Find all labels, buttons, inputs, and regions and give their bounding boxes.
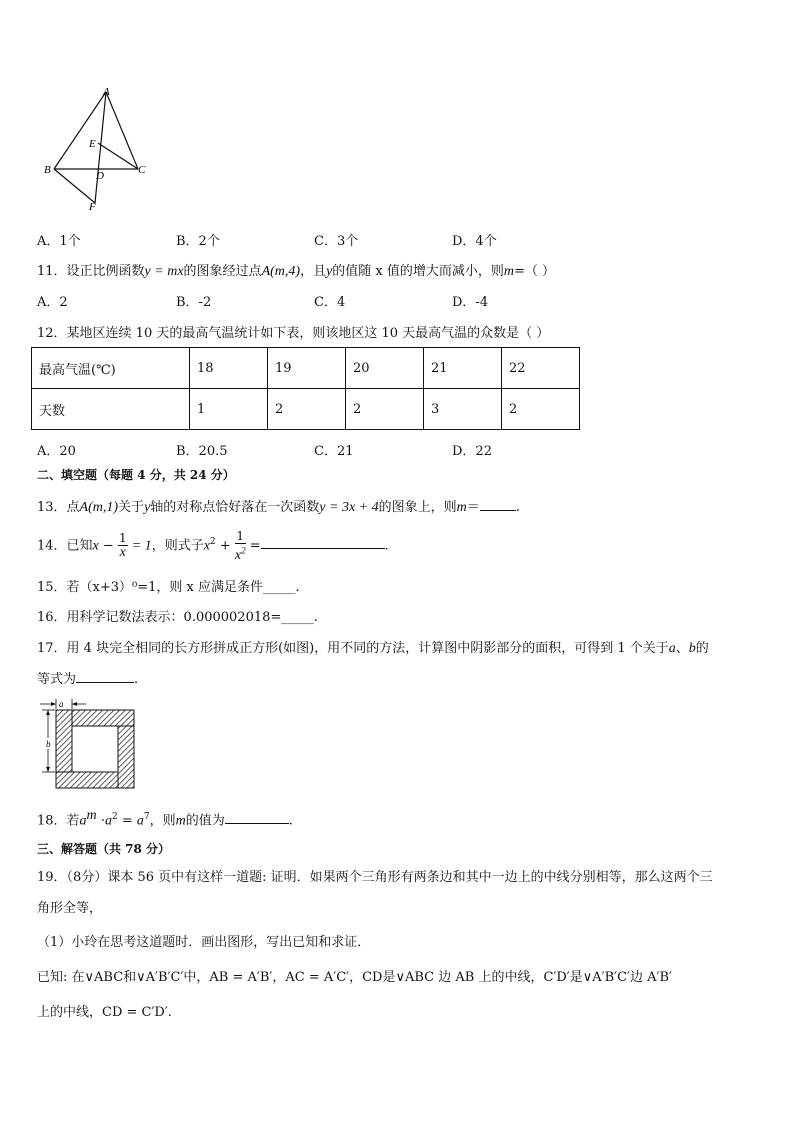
temperature-table [31, 347, 580, 430]
table-cell: 19 [268, 348, 346, 389]
q10-option-c: C．3个 [314, 234, 359, 249]
q11-option-d: D．-4 [452, 295, 489, 310]
q19-line2: 角形全等， [37, 901, 103, 916]
q13-stem: 13．点A(m,1)关于y轴的对称点恰好落在一次函数y = 3x + 4的图象上，则m＝ . [37, 500, 520, 515]
square-figure [36, 697, 146, 793]
q19-line3: （1）小玲在思考这道题时．画出图形，写出已知和求证． [37, 935, 371, 950]
section-heading-solve: 三、解答题（共 78 分） [37, 842, 171, 856]
section-heading-fill-in: 二、填空题（每题 4 分，共 24 分） [37, 468, 235, 482]
table-row [32, 389, 580, 430]
q16-stem: 16．用科学记数法表示：0.000002018=_____. [37, 610, 318, 625]
q12-stem: 12．某地区连续 10 天的最高气温统计如下表，则该地区这 10 天最高气温的众数是（ ） [37, 326, 550, 341]
answer-blank [76, 670, 134, 683]
arrow-head [46, 710, 50, 715]
q19-line1: 19．（8分）课本 56 页中有这样一道题: 证明．如果两个三角形有两条边和其中一边上的中线分别相等，那么这两个三 [37, 870, 713, 885]
q19-line5: 上的中线，CD = C′D′. [37, 1005, 172, 1020]
q11-option-b: B．-2 [176, 295, 212, 310]
table-cell: 21 [424, 348, 502, 389]
arrow-head [51, 702, 56, 706]
table-cell: 22 [502, 348, 580, 389]
label-b: B [44, 164, 51, 176]
q12-option-c: C．21 [314, 444, 354, 459]
table-cell: 天数 [32, 389, 190, 430]
table-cell: 2 [502, 389, 580, 430]
q10-option-a: A．1个 [37, 234, 81, 249]
q14-stem: 14．已知x − $\frac{1}{x} = 1$，则式子$x^2$ + $\frac{1}{x^2}$ = . [37, 529, 389, 563]
q10-option-b: B．2个 [176, 234, 220, 249]
table-cell: 18 [190, 348, 268, 389]
q12-option-b: B．20.5 [176, 444, 228, 459]
table-cell: 2 [346, 389, 424, 430]
label-a: A [103, 86, 110, 98]
label-d: D [96, 170, 104, 182]
q11-option-c: C．4 [314, 295, 346, 310]
label-f: F [89, 201, 96, 213]
segment-ac [106, 92, 138, 169]
arrow-head [46, 767, 50, 772]
q10-option-d: D．4个 [452, 234, 497, 249]
q11-stem: 11．设正比例函数y = mx的图象经过点A(m,4)，且y的值随 x 值的增大而减小，则m=（ ） [37, 264, 556, 279]
table-cell: 1 [190, 389, 268, 430]
table-cell: 最高气温(℃) [32, 348, 190, 389]
q18-stem: 18．若$a^m \cdot a^2 = a^7$，则m的值为 . [37, 808, 293, 829]
fraction: $\frac{1}{x^2}$ [234, 529, 246, 563]
fraction: $\frac{1}{x}$ [118, 531, 127, 561]
triangle-figure [40, 83, 160, 213]
q17-stem-line1: 17．用 4 块完全相同的长方形拼成正方形(如图)，用不同的方法，计算图中阴影部分的面积，可得到 1 个关于a、b的 [37, 641, 709, 656]
dimension-label-b: b [46, 739, 51, 749]
answer-blank [261, 536, 385, 549]
arrow-head [72, 702, 77, 706]
q15-stem: 15．若（x+3）⁰=1，则 x 应满足条件_____. [37, 580, 300, 595]
segment-bf [54, 169, 95, 203]
inner-square [72, 726, 118, 772]
segment-ab [54, 92, 106, 169]
q12-option-d: D．22 [452, 444, 492, 459]
q12-option-a: A．20 [37, 444, 76, 459]
answer-blank [225, 811, 289, 824]
table-cell: 20 [346, 348, 424, 389]
label-e: E [89, 138, 96, 150]
table-cell: 2 [268, 389, 346, 430]
table-row [32, 348, 580, 389]
label-c: C [138, 164, 146, 176]
q19-line4: 已知: 在∨ABC和∨A′B′C′中，AB = A′B′，AC = A′C′，CD是∨ABC 边 AB 上的中线，C′D′是∨A′B′C′边 A′B′ [37, 970, 672, 985]
dimension-label-a: a [59, 699, 64, 709]
q17-stem-line2: 等式为 . [37, 672, 139, 687]
answer-blank [480, 498, 516, 511]
table-cell: 3 [424, 389, 502, 430]
q11-option-a: A．2 [37, 295, 68, 310]
